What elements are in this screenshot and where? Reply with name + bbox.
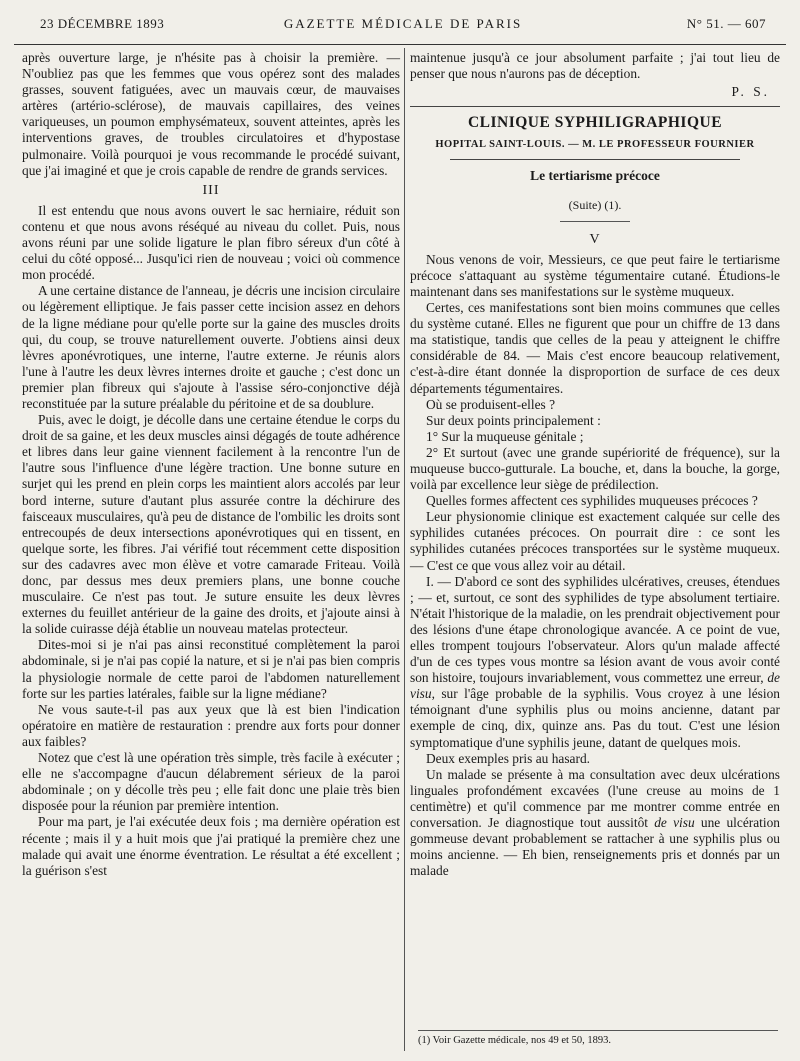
paragraph: A une certaine distance de l'anneau, je décris une incision circulaire ou légèrement elliptique. Je fais passer cette incision assez en dehors de la ligne médiane pour qu'elle porte sur la gaine des muscles droits qui, du coup, se trouve naturellement ouverte. J'obtiens ainsi deux lèvres aponévrotiques, une interne, l'autre externe. Je réunis alors l'une à l'autre les deux lèvres internes droite et gauche ; c'est donc un premier plan fibreux qui s'ajoute à l'assise séro-conjonctive déjà reconstituée par la suture préalable du péritoine et de sa doublure. <box>22 283 400 411</box>
ornament-rule <box>560 221 630 222</box>
paragraph: 1° Sur la muqueuse génitale ; <box>426 428 584 444</box>
article-heading: CLINIQUE SYPHILIGRAPHIQUE <box>467 114 723 132</box>
section-number: V <box>589 231 601 247</box>
section-rule <box>410 106 780 107</box>
paragraph: Quelles formes affectent ces syphilides muqueuses précoces ? <box>426 493 758 509</box>
paragraph: après ouverture large, je n'hésite pas à choisir la première. — N'oubliez pas que les femmes que vous opérez sont des malades grasses, souvent fatiguées, avec un mauvais cœur, de mauvaises artères (artério-sclérose), de mauvais capillaires, des veines variqueuses, un poumon emphysémateux, souvent atteintes, après les interventions graves, de troubles circulatoires et d'hypostase pulmonaire. Voilà pourquoi je vous recommande le procédé suivant, que j'ai imaginé et que je crois capable de rendre de grands services. <box>22 50 400 178</box>
paragraph: Nous venons de voir, Messieurs, ce que peut faire le tertiarisme précoce s'attaquant au système tégumentaire cutané. Étudions-le maintenant dans ses manifestations sur le système muqueux. <box>410 251 780 299</box>
paragraph: Sur deux points principalement : <box>426 412 601 428</box>
paragraph: Dites-moi si je n'ai pas ainsi reconstitué complètement la paroi abdominale, si je n'ai pas copié la nature, et si je n'ai pas bien compris la physiologie normale de cette paroi de l'abdomen naturellement forte sur les parties latérales, faible sur la ligne médiane? <box>22 637 400 701</box>
journal-title: GAZETTE MÉDICALE DE PARIS <box>283 16 523 31</box>
issue-date: 23 DÉCEMBRE 1893 <box>40 16 165 31</box>
page-number: N° 51. — 607 <box>686 16 766 31</box>
paragraph: maintenue jusqu'à ce jour absolument parfaite ; j'ai tout lieu de penser que nous n'aurons pas de déception. <box>410 50 780 82</box>
hospital-line: HOPITAL SAINT-LOUIS. — M. LE PROFESSEUR FOURNIER <box>435 139 755 151</box>
text-run: une ulcération gommeuse devant probablement se rattacher à une syphilis plus ou moins ancienne. — Eh bien, renseignements pris et donnés par un malade <box>410 815 780 879</box>
text-run: I. — D'abord ce sont des syphilides ulcératives, creuses, étendues ; — et, surtout, ce sont des syphilides de type absolument tertiaire. N'était l'historique de la maladie, on les prendrait objectivement pour des lésions d'une étape chronologique avancée. A ce point de vue, elles trompent toujours l'observateur. Alors qu'un malade affecté d'un de ces types vous montre sa lésion avant de vous avoir conté son histoire, toujours invariablement, vous commettez une erreur, <box>410 573 780 686</box>
left-column <box>22 50 400 879</box>
paragraph: 2° Et surtout (avec une grande supériorité de fréquence), sur la muqueuse bucco-gutturale. La bouche, et, dans la bouche, la gorge, voilà par excellence leur siège de prédilection. <box>410 444 780 493</box>
italic-run: de visu <box>654 815 695 831</box>
column-divider <box>404 48 405 1051</box>
author-signature: P. S. <box>731 84 770 100</box>
right-column <box>410 50 780 879</box>
paragraph: Notez que c'est là une opération très simple, très facile à exécuter ; elle ne s'accompagne d'aucun délabrement sérieux de la paroi abdominale ; on y décolle très peu ; elle fait donc une plaie très bien disposée pour la réunion par première intention. <box>22 750 400 814</box>
text-run: , sur l'âge probable de la syphilis. Vous croyez à une lésion témoignant d'une syphilis plus ou moins ancienne, datant par exemple de cinq, dix, quinze ans. Pas du tout. C'est une lésion symptomatique d'une syphilis jeune, datant de quelques mois. <box>410 686 780 750</box>
footnote: (1) Voir Gazette médicale, nos 49 et 50, 1893. <box>418 1030 778 1046</box>
paragraph: Il est entendu que nous avons ouvert le sac herniaire, réduit son contenu et que nous avons réséqué au niveau du collet. Puis, nous avons réuni par une solide ligature le plan fibro séreux d'un côté à celui du côté opposé... Jusqu'ici rien de nouveau ; voici où commence mon procédé. <box>22 202 400 283</box>
paragraph: Puis, avec le doigt, je décolle dans une certaine étendue le corps du droit de sa gaine, et les deux muscles ainsi dégagés de toute adhérence et libres dans leur gaine viennent facilement à la rencontre l'un de l'autre sous l'influence d'une légère traction. Une bonne suture en surjet qui les prend en plein corps les maintient alors accolés par leur bord interne, suture d'autant plus assurée contre la déchirure des faisceaux musculaires, qu'à peu de distance de l'ombilic les droits sont entrecoupés de deux intersections aponévrotiques qui en tissent, en quelque sorte, les fibres. J'ai vérifié tout récemment cette disposition sur des cadavres avec mon élève et votre camarade Friteau. Voilà donc, par dessus mes deux premiers plans, une bonne couche musculaire. Ce n'est pas tout. Je suture ensuite les deux lèvres externes du feuillet antérieur de la gaine des droits, et j'ajoute ainsi à la solide cuirasse déjà établie un nouveau matelas protecteur. <box>22 412 400 637</box>
paragraph <box>410 767 780 880</box>
heading-rule <box>450 159 740 160</box>
suite-note: (Suite) (1). <box>568 197 622 212</box>
page-header <box>40 14 766 36</box>
paragraph: Deux exemples pris au hasard. <box>426 750 590 766</box>
header-rule <box>14 44 786 45</box>
section-number: III <box>202 182 220 198</box>
paragraph: Où se produisent-elles ? <box>426 396 556 412</box>
paragraph: Leur physionomie clinique est exactement calquée sur celle des syphilides cutanées précoces. On pourrait dire : ce sont les syphilides cutanées précoces transportées sur le système muqueux. — C'est ce que vous allez voir au détail. <box>410 509 780 573</box>
paragraph: Certes, ces manifestations sont bien moins communes que celles du système cutané. Elles ne figurent que pour un chiffre de 13 dans ma statistique, tandis que celles de la peau y atteignent le chiffre considérable de 84. — Mais c'est encore beaucoup relativement, c'est-à-dire étant donnée la disproportion de surface de ces deux départements tégumentaires. <box>410 300 780 396</box>
paragraph <box>410 574 780 751</box>
article-subtitle: Le tertiarisme précoce <box>530 168 660 184</box>
text-run: Un malade se présente à ma consultation avec deux ulcérations linguales profondément excavées (l'une creuse au moins de 1 centimètre) et qu'il commence par me montrer comme entrée en conversation. Je diagnostique tout aussitôt <box>410 766 780 831</box>
paragraph: Ne vous saute-t-il pas aux yeux que là est bien l'indication opératoire en matière de restauration : prendre aux forts pour donner aux faibles? <box>22 701 400 749</box>
paragraph: Pour ma part, je l'ai exécutée deux fois ; ma dernière opération est récente ; mais il y a huit mois que j'ai pratiqué la première chez une malade qui avait une énorme éventration. Le résultat a été excellent ; la guérison s'est <box>22 814 400 878</box>
italic-run: de visu <box>410 670 780 702</box>
